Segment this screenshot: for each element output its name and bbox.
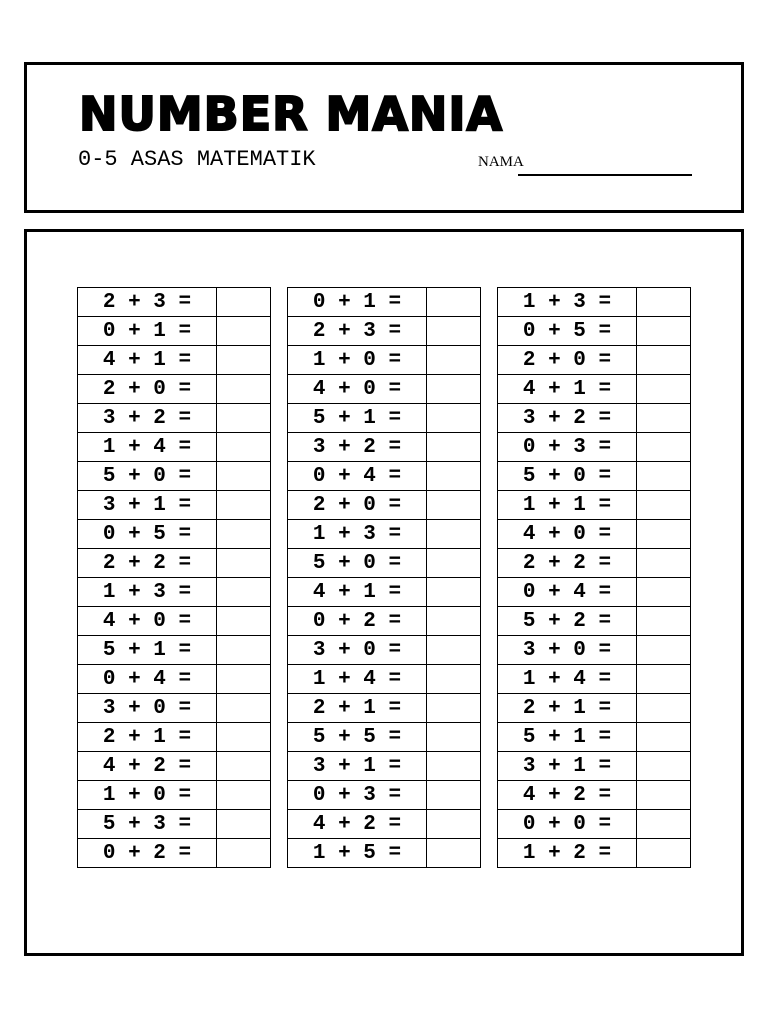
problem-row <box>498 607 691 636</box>
problem-row <box>498 317 691 346</box>
problem-row <box>288 636 481 665</box>
answer-box[interactable] <box>217 810 271 839</box>
problem-row <box>288 404 481 433</box>
problem-row <box>498 433 691 462</box>
problem-row <box>288 433 481 462</box>
answer-box[interactable] <box>217 404 271 433</box>
problem-row <box>498 404 691 433</box>
answer-box[interactable] <box>427 694 481 723</box>
answer-box[interactable] <box>217 665 271 694</box>
problem-equation: 3 + 0 = <box>498 636 637 665</box>
answer-box[interactable] <box>637 694 691 723</box>
problem-equation: 1 + 2 = <box>498 839 637 868</box>
answer-box[interactable] <box>427 433 481 462</box>
problem-row <box>498 694 691 723</box>
answer-box[interactable] <box>217 288 271 317</box>
problem-equation: 4 + 2 = <box>498 781 637 810</box>
problem-equation: 5 + 1 = <box>288 404 427 433</box>
answer-box[interactable] <box>217 839 271 868</box>
problem-row <box>498 781 691 810</box>
problem-row <box>498 288 691 317</box>
problem-row <box>288 375 481 404</box>
problem-equation: 1 + 3 = <box>498 288 637 317</box>
problem-equation: 0 + 4 = <box>288 462 427 491</box>
answer-box[interactable] <box>217 520 271 549</box>
problem-equation: 5 + 5 = <box>288 723 427 752</box>
problem-equation: 0 + 4 = <box>78 665 217 694</box>
problem-equation: 4 + 0 = <box>288 375 427 404</box>
problem-equation: 1 + 4 = <box>78 433 217 462</box>
answer-box[interactable] <box>637 317 691 346</box>
problem-row <box>498 375 691 404</box>
answer-box[interactable] <box>217 549 271 578</box>
problem-column-1 <box>77 287 271 868</box>
problem-equation: 2 + 3 = <box>288 317 427 346</box>
answer-box[interactable] <box>427 404 481 433</box>
answer-box[interactable] <box>217 491 271 520</box>
problem-equation: 2 + 1 = <box>78 723 217 752</box>
problem-row <box>78 752 271 781</box>
answer-box[interactable] <box>637 810 691 839</box>
problem-equation: 1 + 5 = <box>288 839 427 868</box>
answer-box[interactable] <box>637 665 691 694</box>
answer-box[interactable] <box>637 288 691 317</box>
answer-box[interactable] <box>427 462 481 491</box>
problem-row <box>288 491 481 520</box>
answer-box[interactable] <box>427 491 481 520</box>
problem-row <box>288 810 481 839</box>
problem-equation: 0 + 1 = <box>78 317 217 346</box>
problem-equation: 0 + 1 = <box>288 288 427 317</box>
answer-box[interactable] <box>637 346 691 375</box>
problem-equation: 2 + 3 = <box>78 288 217 317</box>
problem-row <box>288 839 481 868</box>
problem-row <box>498 839 691 868</box>
problem-row <box>78 375 271 404</box>
problem-equation: 5 + 1 = <box>78 636 217 665</box>
answer-box[interactable] <box>427 578 481 607</box>
answer-box[interactable] <box>637 549 691 578</box>
problem-equation: 4 + 0 = <box>78 607 217 636</box>
answer-box[interactable] <box>637 433 691 462</box>
answer-box[interactable] <box>637 839 691 868</box>
problem-row <box>498 491 691 520</box>
answer-box[interactable] <box>637 607 691 636</box>
answer-box[interactable] <box>427 288 481 317</box>
answer-box[interactable] <box>427 346 481 375</box>
problem-equation: 5 + 0 = <box>288 549 427 578</box>
problem-row <box>498 462 691 491</box>
problem-equation: 0 + 3 = <box>498 433 637 462</box>
problem-row <box>78 317 271 346</box>
problem-equation: 5 + 3 = <box>78 810 217 839</box>
answer-box[interactable] <box>217 433 271 462</box>
problem-equation: 2 + 1 = <box>288 694 427 723</box>
worksheet-subtitle: 0-5 ASAS MATEMATIK <box>78 147 316 172</box>
worksheet-title: NUMBER MANIA <box>79 87 504 141</box>
problem-row <box>498 549 691 578</box>
problem-row <box>78 404 271 433</box>
problem-row <box>78 781 271 810</box>
problem-row <box>78 433 271 462</box>
problem-row <box>288 607 481 636</box>
problem-row <box>288 317 481 346</box>
problem-row <box>498 520 691 549</box>
problem-equation: 3 + 0 = <box>78 694 217 723</box>
problem-row <box>78 723 271 752</box>
problem-equation: 3 + 1 = <box>78 491 217 520</box>
problem-equation: 3 + 2 = <box>498 404 637 433</box>
problem-equation: 3 + 2 = <box>288 433 427 462</box>
problem-equation: 1 + 4 = <box>288 665 427 694</box>
answer-box[interactable] <box>637 375 691 404</box>
problem-row <box>78 549 271 578</box>
problem-row <box>288 665 481 694</box>
problem-row <box>78 839 271 868</box>
answer-box[interactable] <box>637 636 691 665</box>
problem-equation: 1 + 3 = <box>78 578 217 607</box>
answer-box[interactable] <box>637 723 691 752</box>
problem-equation: 0 + 5 = <box>78 520 217 549</box>
problem-equation: 1 + 4 = <box>498 665 637 694</box>
answer-box[interactable] <box>217 462 271 491</box>
problem-equation: 4 + 1 = <box>498 375 637 404</box>
problem-row <box>78 288 271 317</box>
answer-box[interactable] <box>427 317 481 346</box>
answer-box[interactable] <box>427 636 481 665</box>
answer-box[interactable] <box>217 346 271 375</box>
problem-row <box>498 723 691 752</box>
problem-equation: 4 + 2 = <box>78 752 217 781</box>
answer-box[interactable] <box>427 839 481 868</box>
problem-row <box>288 781 481 810</box>
problem-column-3 <box>497 287 691 868</box>
problem-row <box>78 607 271 636</box>
answer-box[interactable] <box>427 549 481 578</box>
problem-equation: 0 + 2 = <box>78 839 217 868</box>
answer-box[interactable] <box>427 607 481 636</box>
answer-box[interactable] <box>217 375 271 404</box>
answer-box[interactable] <box>217 723 271 752</box>
problem-equation: 0 + 0 = <box>498 810 637 839</box>
answer-box[interactable] <box>427 520 481 549</box>
problem-row <box>288 549 481 578</box>
problem-row <box>78 665 271 694</box>
answer-box[interactable] <box>217 578 271 607</box>
answer-box[interactable] <box>427 665 481 694</box>
answer-box[interactable] <box>637 752 691 781</box>
problem-row <box>498 665 691 694</box>
problem-row <box>288 462 481 491</box>
problem-row <box>78 578 271 607</box>
problem-equation: 3 + 1 = <box>288 752 427 781</box>
name-label: NAMA <box>478 154 524 170</box>
problem-row <box>288 288 481 317</box>
problem-row <box>78 520 271 549</box>
problem-equation: 4 + 2 = <box>288 810 427 839</box>
problem-equation: 2 + 1 = <box>498 694 637 723</box>
problem-equation: 5 + 1 = <box>498 723 637 752</box>
problem-equation: 3 + 1 = <box>498 752 637 781</box>
problem-equation: 2 + 0 = <box>288 491 427 520</box>
problem-row <box>498 578 691 607</box>
answer-box[interactable] <box>637 520 691 549</box>
problem-row <box>498 752 691 781</box>
problem-row <box>288 346 481 375</box>
answer-box[interactable] <box>427 810 481 839</box>
answer-box[interactable] <box>637 491 691 520</box>
problem-row <box>78 346 271 375</box>
problem-equation: 5 + 2 = <box>498 607 637 636</box>
problem-equation: 3 + 2 = <box>78 404 217 433</box>
problem-equation: 0 + 2 = <box>288 607 427 636</box>
problem-row <box>498 810 691 839</box>
problem-equation: 1 + 0 = <box>288 346 427 375</box>
problem-equation: 3 + 0 = <box>288 636 427 665</box>
problem-equation: 4 + 0 = <box>498 520 637 549</box>
problem-equation: 4 + 1 = <box>288 578 427 607</box>
name-field[interactable] <box>518 174 692 176</box>
header-box <box>24 62 744 213</box>
problem-row <box>288 752 481 781</box>
problem-row <box>288 520 481 549</box>
problem-row <box>78 636 271 665</box>
answer-box[interactable] <box>217 317 271 346</box>
answer-box[interactable] <box>217 607 271 636</box>
answer-box[interactable] <box>427 781 481 810</box>
problem-row <box>78 694 271 723</box>
problem-equation: 5 + 0 = <box>78 462 217 491</box>
answer-box[interactable] <box>637 781 691 810</box>
answer-box[interactable] <box>427 723 481 752</box>
problem-row <box>288 578 481 607</box>
problem-equation: 2 + 0 = <box>78 375 217 404</box>
problem-equation: 2 + 2 = <box>498 549 637 578</box>
problem-equation: 1 + 3 = <box>288 520 427 549</box>
problem-equation: 0 + 5 = <box>498 317 637 346</box>
answer-box[interactable] <box>427 375 481 404</box>
problem-equation: 2 + 0 = <box>498 346 637 375</box>
problem-column-2 <box>287 287 481 868</box>
problem-row <box>78 462 271 491</box>
answer-box[interactable] <box>637 578 691 607</box>
problem-row <box>498 636 691 665</box>
answer-box[interactable] <box>217 752 271 781</box>
answer-box[interactable] <box>427 752 481 781</box>
problem-equation: 1 + 1 = <box>498 491 637 520</box>
answer-box[interactable] <box>217 781 271 810</box>
problem-equation: 1 + 0 = <box>78 781 217 810</box>
problem-equation: 0 + 3 = <box>288 781 427 810</box>
answer-box[interactable] <box>217 636 271 665</box>
answer-box[interactable] <box>637 462 691 491</box>
problem-equation: 5 + 0 = <box>498 462 637 491</box>
problem-row <box>78 491 271 520</box>
problem-row <box>78 810 271 839</box>
problem-equation: 4 + 1 = <box>78 346 217 375</box>
problem-equation: 0 + 4 = <box>498 578 637 607</box>
problem-row <box>288 723 481 752</box>
problem-row <box>498 346 691 375</box>
problem-row <box>288 694 481 723</box>
answer-box[interactable] <box>637 404 691 433</box>
problem-equation: 2 + 2 = <box>78 549 217 578</box>
answer-box[interactable] <box>217 694 271 723</box>
